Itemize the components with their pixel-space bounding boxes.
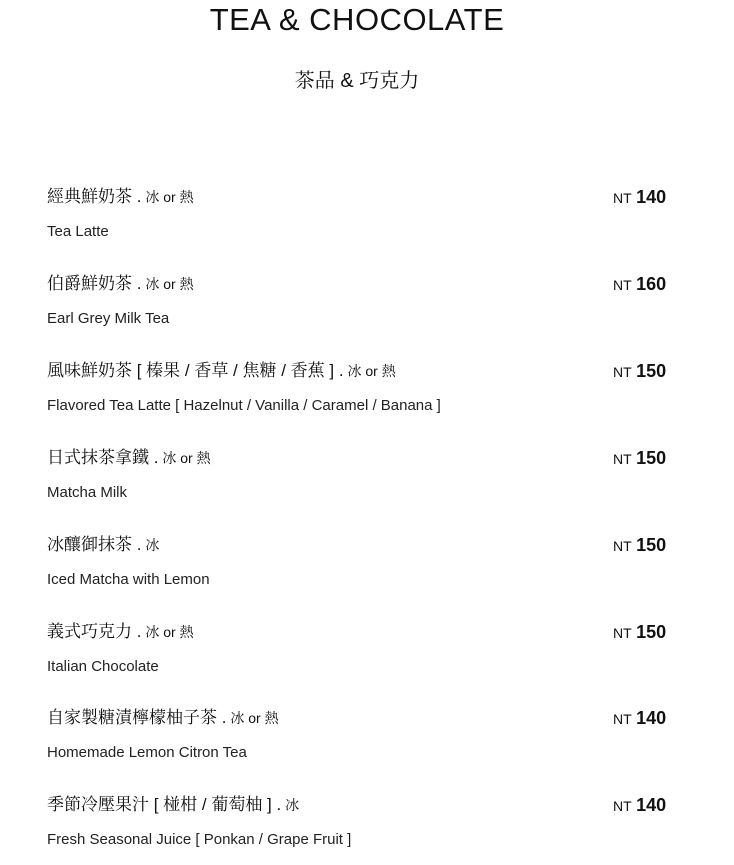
menu-title: TEA & CHOCOLATE [209, 2, 505, 37]
menu-item [47, 621, 672, 691]
item-temperature: 冰 [281, 797, 300, 813]
item-name-zh-text: 冰釀御抹茶 . [47, 535, 142, 554]
item-name-zh-text: 義式巧克力 . [47, 622, 142, 641]
item-name-en: Italian Chocolate [47, 658, 159, 675]
price-currency: NT [613, 625, 632, 641]
price-currency: NT [613, 364, 632, 380]
item-name-en: Earl Grey Milk Tea [47, 310, 170, 327]
item-name-en: Flavored Tea Latte [ Hazelnut / Vanilla / Caramel / Banana ] [47, 397, 441, 414]
menu-item [47, 794, 672, 864]
menu-item [47, 707, 672, 777]
item-name-zh [47, 707, 279, 729]
item-name-zh [47, 794, 299, 816]
item-name-en: Homemade Lemon Citron Tea [47, 744, 247, 761]
menu-subtitle: 茶品 & 巧克力 [294, 70, 420, 92]
menu-item [47, 273, 672, 343]
item-price [613, 621, 666, 645]
item-price [613, 534, 666, 558]
item-temperature: 冰 or 熱 [141, 189, 194, 205]
item-price [613, 794, 666, 818]
price-amount: 140 [636, 708, 667, 728]
menu-item [47, 360, 672, 430]
price-amount: 140 [636, 187, 667, 207]
item-name-zh [47, 360, 396, 382]
item-name-zh [47, 534, 159, 556]
price-currency: NT [613, 277, 632, 293]
price-amount: 150 [636, 361, 667, 381]
item-name-zh-text: 季節冷壓果汁 [ 椪柑 / 葡萄柚 ] . [47, 795, 282, 814]
item-temperature: 冰 [141, 537, 160, 553]
item-temperature: 冰 or 熱 [158, 450, 211, 466]
menu-item [47, 534, 672, 604]
menu-item [47, 447, 672, 517]
item-price [613, 707, 666, 731]
item-name-zh [47, 273, 194, 295]
price-amount: 160 [636, 274, 667, 294]
item-temperature: 冰 or 熱 [141, 276, 194, 292]
item-temperature: 冰 or 熱 [141, 624, 194, 640]
price-currency: NT [613, 538, 632, 554]
item-name-zh [47, 621, 194, 643]
item-name-zh-text: 日式抹茶拿鐵 . [47, 448, 159, 467]
price-amount: 150 [636, 622, 667, 642]
item-name-zh-text: 伯爵鮮奶茶 . [47, 274, 142, 293]
item-name-en: Matcha Milk [47, 484, 128, 501]
price-amount: 150 [636, 448, 667, 468]
item-name-zh-text: 風味鮮奶茶 [ 榛果 / 香草 / 焦糖 / 香蕉 ] . [47, 361, 344, 380]
item-name-en: Fresh Seasonal Juice [ Ponkan / Grape Fruit ] [47, 831, 352, 848]
item-name-zh [47, 447, 211, 469]
item-price [613, 360, 666, 384]
item-name-zh-text: 經典鮮奶茶 . [47, 187, 142, 206]
item-name-en: Tea Latte [47, 223, 109, 240]
item-price [613, 447, 666, 471]
price-currency: NT [613, 190, 632, 206]
item-temperature: 冰 or 熱 [343, 363, 396, 379]
price-currency: NT [613, 711, 632, 727]
item-name-zh-text: 自家製糖漬檸檬柚子茶 . [47, 708, 227, 727]
item-temperature: 冰 or 熱 [226, 710, 279, 726]
price-amount: 150 [636, 535, 667, 555]
item-name-zh [47, 186, 194, 208]
price-amount: 140 [636, 795, 667, 815]
item-name-en: Iced Matcha with Lemon [47, 571, 210, 588]
menu-item [47, 186, 672, 256]
price-currency: NT [613, 451, 632, 467]
item-price [613, 186, 666, 210]
item-price [613, 273, 666, 297]
price-currency: NT [613, 798, 632, 814]
